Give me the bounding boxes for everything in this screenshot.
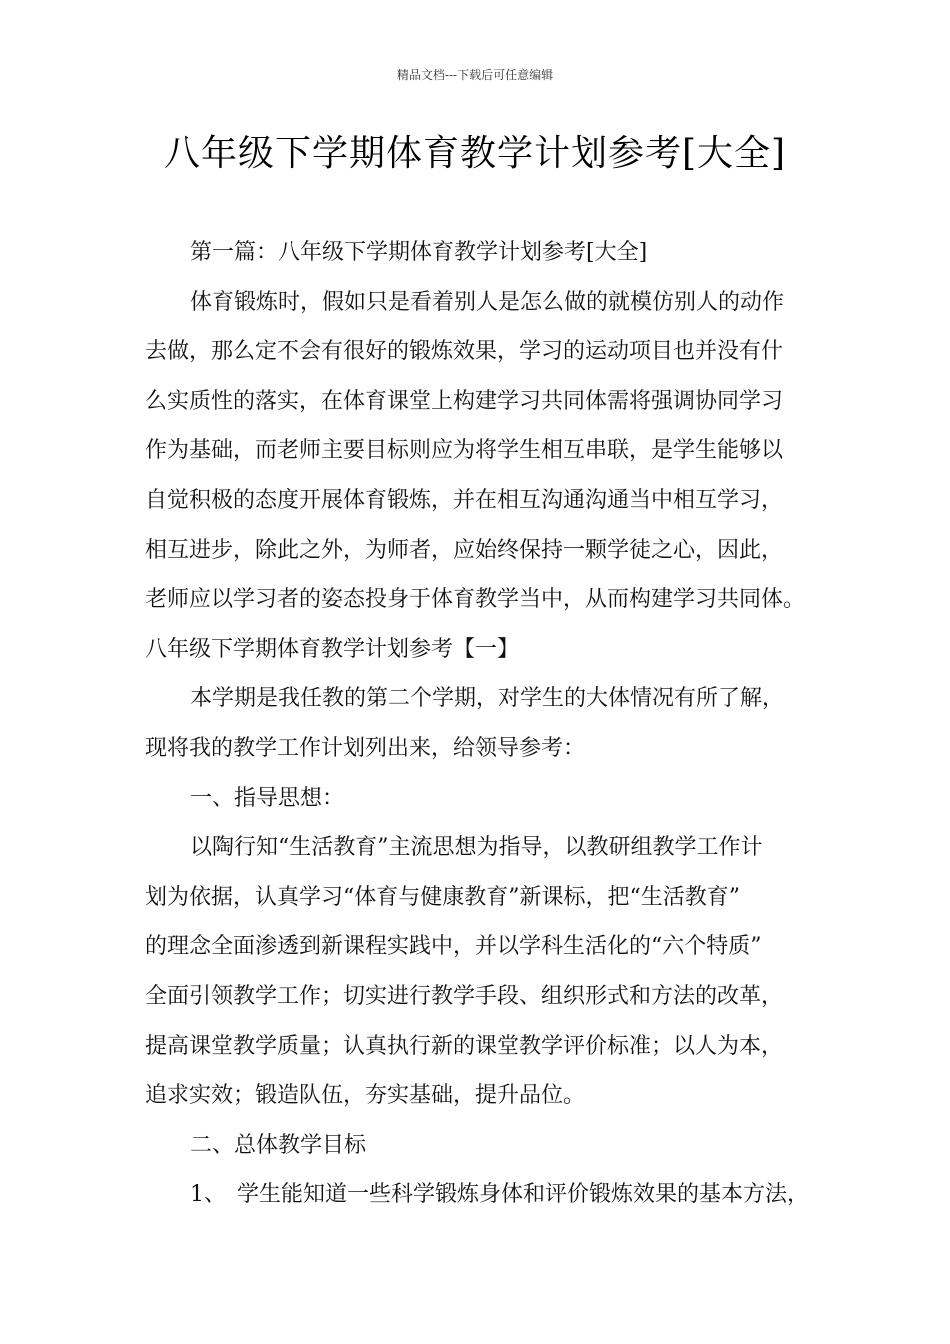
paragraph-line: 现将我的教学工作计划列出来，给领导参考： bbox=[145, 735, 586, 761]
paragraph-line: 本学期是我任教的第二个学期，对学生的大体情况有所了解， bbox=[190, 686, 785, 712]
document-body bbox=[145, 228, 835, 1220]
paragraph-line: 的理念全面渗透到新课程实践中，并以学科生活化的“六个特质” bbox=[145, 934, 762, 960]
paragraph-line: 追求实效；锻造队伍，夯实基础，提升品位。 bbox=[145, 1083, 586, 1109]
list-item: 1、 学生能知道一些科学锻炼身体和评价锻炼效果的基本方法， bbox=[190, 1182, 809, 1208]
paragraph-line: 自觉积极的态度开展体育锻炼，并在相互沟通沟通当中相互学习， bbox=[145, 487, 784, 513]
paragraph-line: 相互进步，除此之外，为师者，应始终保持一颗学徒之心，因此， bbox=[145, 537, 784, 563]
section-heading: 一、指导思想： bbox=[190, 785, 345, 811]
section-heading: 二、总体教学目标 bbox=[190, 1132, 367, 1158]
paragraph-line: 作为基础，而老师主要目标则应为将学生相互串联，是学生能够以 bbox=[145, 438, 784, 464]
paragraph-line: 第一篇：八年级下学期体育教学计划参考[大全] bbox=[190, 240, 648, 265]
paragraph-line: 体育锻炼时，假如只是看着别人是怎么做的就模仿别人的动作 bbox=[190, 289, 785, 315]
header-note: 精品文档---下载后可任意编辑 bbox=[396, 68, 554, 82]
paragraph-line: 划为依据，认真学习“体育与健康教育”新课标，把“生活教育” bbox=[145, 884, 740, 910]
paragraph-line: 去做，那么定不会有很好的锻炼效果，学习的运动项目也并没有什 bbox=[145, 339, 784, 365]
section-heading: 八年级下学期体育教学计划参考【一】 bbox=[145, 636, 520, 662]
document-title: 八年级下学期体育教学计划参考[大全] bbox=[163, 133, 787, 174]
paragraph-line: 提高课堂教学质量；认真执行新的课堂教学评价标准；以人为本， bbox=[145, 1033, 784, 1059]
paragraph-line: 以陶行知“生活教育”主流思想为指导，以教研组教学工作计 bbox=[190, 835, 763, 861]
paragraph-line: 么实质性的落实，在体育课堂上构建学习共同体需将强调协同学习 bbox=[145, 388, 784, 414]
paragraph-line: 老师应以学习者的姿态投身于体育教学当中，从而构建学习共同体。 bbox=[145, 587, 806, 613]
paragraph-line: 全面引领教学工作；切实进行教学手段、组织形式和方法的改革， bbox=[145, 983, 784, 1009]
